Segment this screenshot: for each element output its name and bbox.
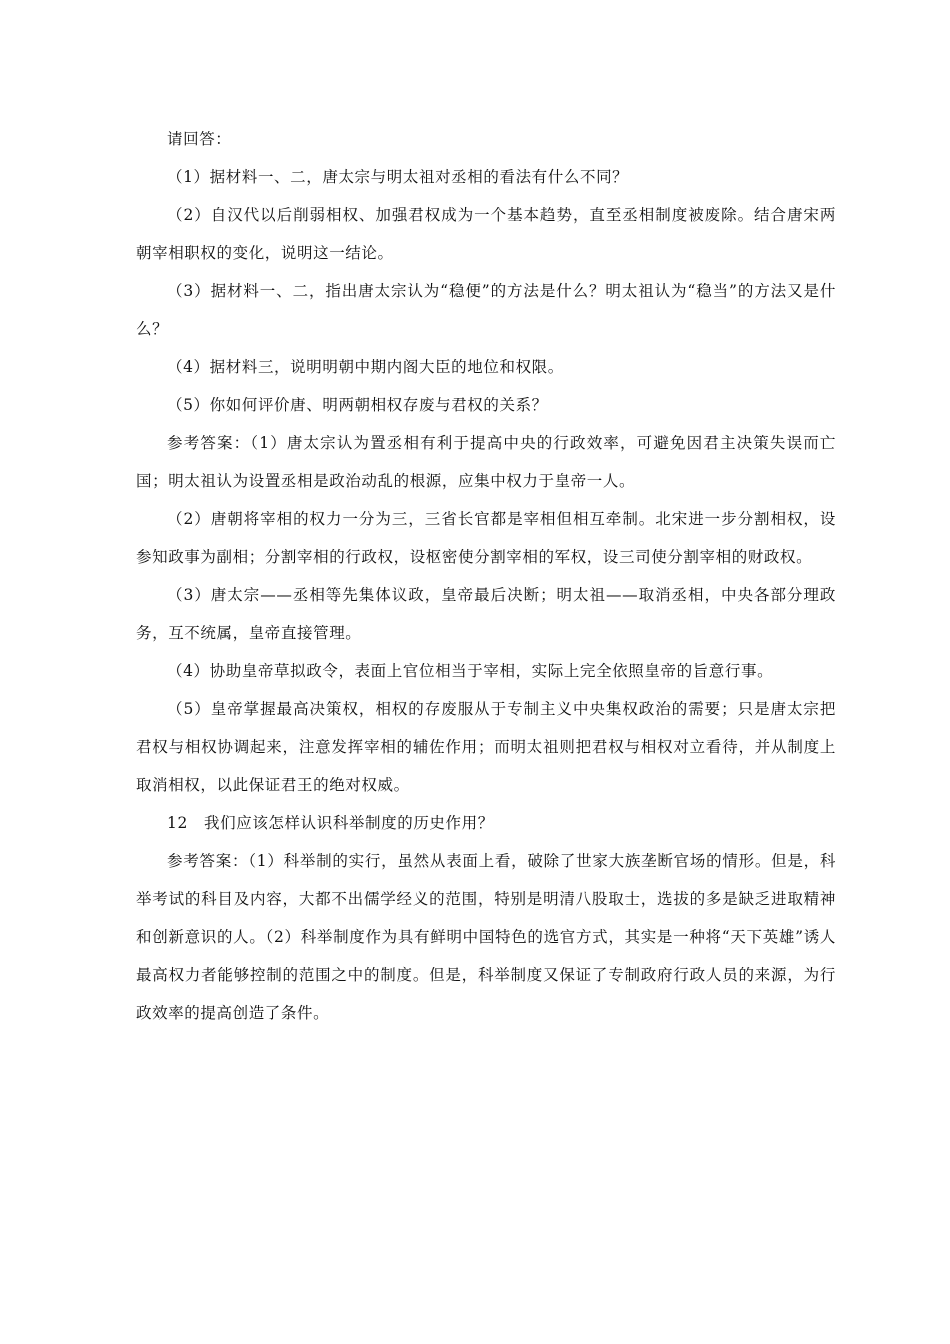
answer-12: 参考答案：（1）科举制的实行，虽然从表面上看，破除了世家大族垄断官场的情形。但是，科举考试的科目及内容，大都不出儒学经义的范围，特别是明清八股取士，选拔的多是缺乏进取精神和创新意识的人。（2）科举制度作为具有鲜明中国特色的选官方式，其实是一种将“天下英雄”诱人最高权力者能够控制的范围之中的制度。但是，科举制度又保证了专制政府行政人员的来源，为行政效率的提高创造了条件。 bbox=[136, 852, 836, 1022]
answer-2: （2）唐朝将宰相的权力一分为三，三省长官都是宰相但相互牵制。北宋进一步分割相权，设参知政事为副相；分割宰相的行政权，设枢密使分割宰相的军权，设三司使分割宰相的财政权。 bbox=[136, 510, 836, 566]
answer-1: 参考答案：（1）唐太宗认为置丞相有利于提高中央的行政效率，可避免因君主决策失误而亡国；明太祖认为设置丞相是政治动乱的根源，应集中权力于皇帝一人。 bbox=[136, 434, 836, 490]
answer-prompt: 请回答： bbox=[167, 130, 232, 148]
answer-5: （5）皇帝掌握最高决策权，相权的存废服从于专制主义中央集权政治的需要；只是唐太宗把君权与相权协调起来，注意发挥宰相的辅佐作用；而明太祖则把君权与相权对立看待，并从制度上取消相权，以此保证君王的绝对权威。 bbox=[136, 700, 836, 794]
question-1: （1）据材料一、二，唐太宗与明太祖对丞相的看法有什么不同？ bbox=[167, 168, 629, 186]
answer-4: （4）协助皇帝草拟政令，表面上官位相当于宰相，实际上完全依照皇帝的旨意行事。 bbox=[167, 662, 774, 680]
document-body bbox=[136, 120, 836, 1032]
question-3: （3）据材料一、二，指出唐太宗认为“稳便”的方法是什么？明太祖认为“稳当”的方法又是什么？ bbox=[136, 282, 836, 338]
question-5: （5）你如何评价唐、明两朝相权存废与君权的关系？ bbox=[167, 396, 548, 414]
answer-3: （3）唐太宗——丞相等先集体议政，皇帝最后决断；明太祖——取消丞相，中央各部分理政务，互不统属，皇帝直接管理。 bbox=[136, 586, 836, 642]
question-12: 12 我们应该怎样认识科举制度的历史作用？ bbox=[167, 814, 494, 832]
question-2: （2）自汉代以后削弱相权、加强君权成为一个基本趋势，直至丞相制度被废除。结合唐宋两朝宰相职权的变化，说明这一结论。 bbox=[136, 206, 836, 262]
question-4: （4）据材料三，说明明朝中期内阁大臣的地位和权限。 bbox=[167, 358, 564, 376]
